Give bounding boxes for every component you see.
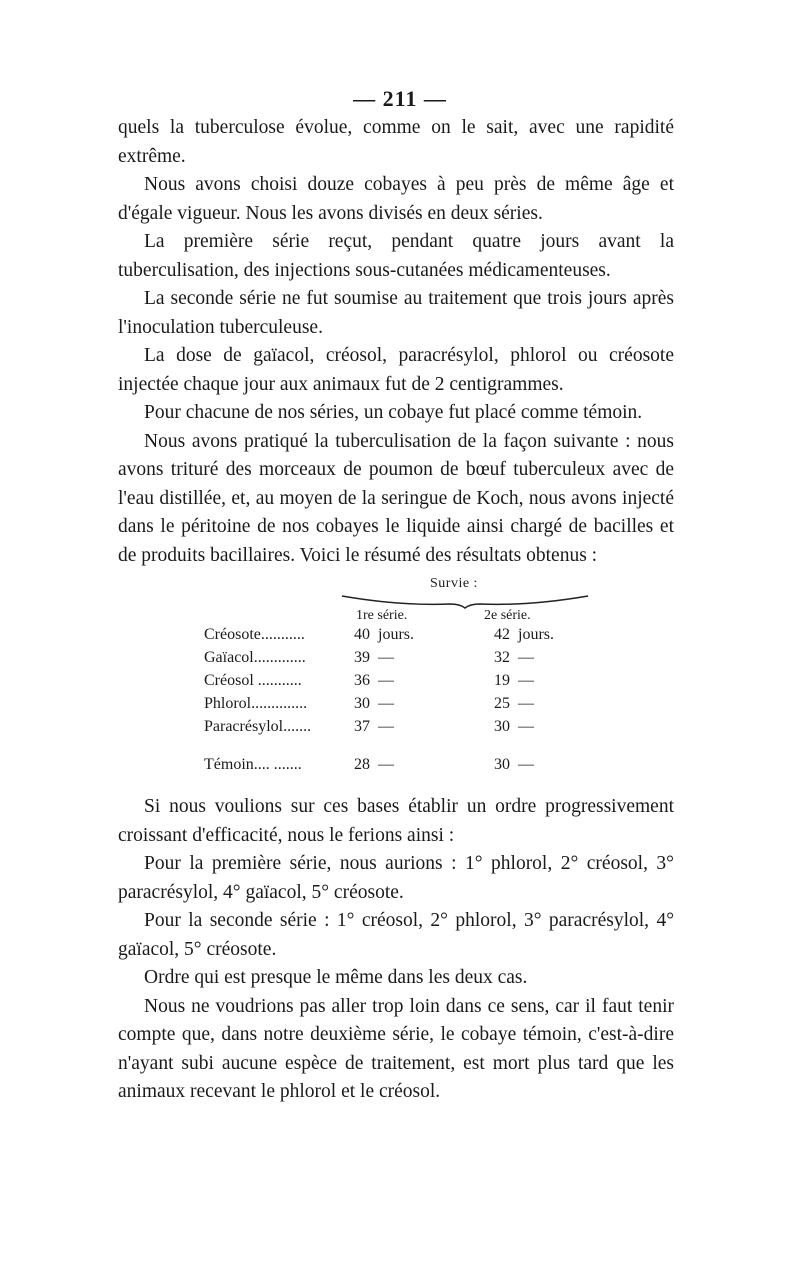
value-unit: — (518, 695, 534, 712)
value-unit: jours. (518, 626, 554, 643)
value-unit: — (378, 756, 394, 773)
paragraph: quels la tuberculose évolue, comme on le sait, avec une rapidité extrême. (118, 117, 674, 167)
row-compound-name: Gaïacol............. (204, 649, 306, 666)
value-number: 19 (494, 672, 510, 689)
row-value-serie-2 (494, 695, 534, 713)
paragraph: Nous avons choisi douze cobayes à peu près de même âge et d'égale vigueur. Nous les avons divisés en deux séries. (118, 174, 674, 224)
value-unit: jours. (378, 626, 414, 643)
row-value-serie-2 (494, 756, 534, 774)
row-value-serie-2 (494, 672, 534, 690)
paragraph: La dose de gaïacol, créosol, paracrésylol, phlorol ou créosote injectée chaque jour aux animaux fut de 2 centigrammes. (118, 345, 674, 395)
table-row (204, 649, 604, 671)
paragraph: Si nous voulions sur ces bases établir un ordre progressivement croissant d'efficacité, nous le ferions ainsi : (118, 796, 674, 846)
value-number: 37 (354, 718, 370, 735)
value-number: 32 (494, 649, 510, 666)
table-row (204, 672, 604, 694)
value-unit: — (518, 718, 534, 735)
row-value-serie-2 (494, 649, 534, 667)
value-unit: — (378, 718, 394, 735)
page-number: — 211 — (353, 86, 447, 111)
table-group-header: Survie : (430, 576, 478, 591)
value-number: 25 (494, 695, 510, 712)
value-number: 36 (354, 672, 370, 689)
value-number: 39 (354, 649, 370, 666)
row-compound-name: Créosol ........... (204, 672, 302, 689)
row-value-serie-1 (354, 672, 394, 690)
paragraph: Pour la première série, nous aurions : 1° phlorol, 2° créosol, 3° paracrésylol, 4° gaïacol, 5° créosote. (118, 853, 674, 903)
column-header-serie-1: 1re série. (356, 608, 408, 623)
row-value-serie-1 (354, 718, 394, 736)
column-header-serie-2: 2e série. (484, 608, 531, 623)
value-number: 42 (494, 626, 510, 643)
value-unit: — (518, 649, 534, 666)
table-row (204, 756, 604, 778)
paragraph: Pour chacune de nos séries, un cobaye fut placé comme témoin. (144, 402, 643, 423)
value-number: 30 (494, 756, 510, 773)
row-compound-name: Phlorol.............. (204, 695, 308, 712)
paragraph: La première série reçut, pendant quatre jours avant la tuberculisation, des injections sous-cutanées médicamenteuses. (118, 231, 674, 281)
results-table (190, 576, 610, 776)
value-number: 28 (354, 756, 370, 773)
paragraph: La seconde série ne fut soumise au traitement que trois jours après l'inoculation tuberculeuse. (118, 288, 674, 338)
row-value-serie-1 (354, 756, 394, 774)
row-value-serie-1 (354, 649, 394, 667)
row-value-serie-1 (354, 695, 394, 713)
paragraph: Pour la seconde série : 1° créosol, 2° phlorol, 3° paracrésylol, 4° gaïacol, 5° créosote. (118, 910, 674, 960)
value-unit: — (518, 756, 534, 773)
value-unit: — (378, 649, 394, 666)
value-unit: — (518, 672, 534, 689)
value-unit: — (378, 672, 394, 689)
table-row (204, 626, 604, 648)
paragraph: Ordre qui est presque le même dans les deux cas. (144, 967, 528, 988)
value-unit: — (378, 695, 394, 712)
text-block-bottom (118, 793, 674, 1107)
value-number: 30 (494, 718, 510, 735)
value-number: 30 (354, 695, 370, 712)
row-compound-name: Créosote........... (204, 626, 305, 643)
table-row (204, 695, 604, 717)
paragraph: Nous avons pratiqué la tuberculisation de la façon suivante : nous avons trituré des morceaux de poumon de bœuf tuberculeux avec de l'eau distillée, et, au moyen de la seringue de Koch, nous avons injecté dans le péritoine de nos cobayes le liquide ainsi chargé de bacilles et de produits bacillaires. Voici le résumé des résultats obtenus : (118, 430, 674, 566)
row-value-serie-2 (494, 718, 534, 736)
row-compound-name: Témoin.... ....... (204, 756, 302, 773)
table-row (204, 718, 604, 740)
value-number: 40 (354, 626, 370, 643)
paragraph: Nous ne voudrions pas aller trop loin dans ce sens, car il faut tenir compte que, dans notre deuxième série, le cobaye témoin, c'est-à-dire n'ayant subi aucune espèce de traitement, est mort plus tard que les animaux recevant le phlorol et le créosol. (118, 995, 674, 1102)
text-block-top (118, 114, 674, 570)
row-value-serie-1 (354, 626, 414, 644)
row-compound-name: Paracrésylol....... (204, 718, 312, 735)
row-value-serie-2 (494, 626, 554, 644)
